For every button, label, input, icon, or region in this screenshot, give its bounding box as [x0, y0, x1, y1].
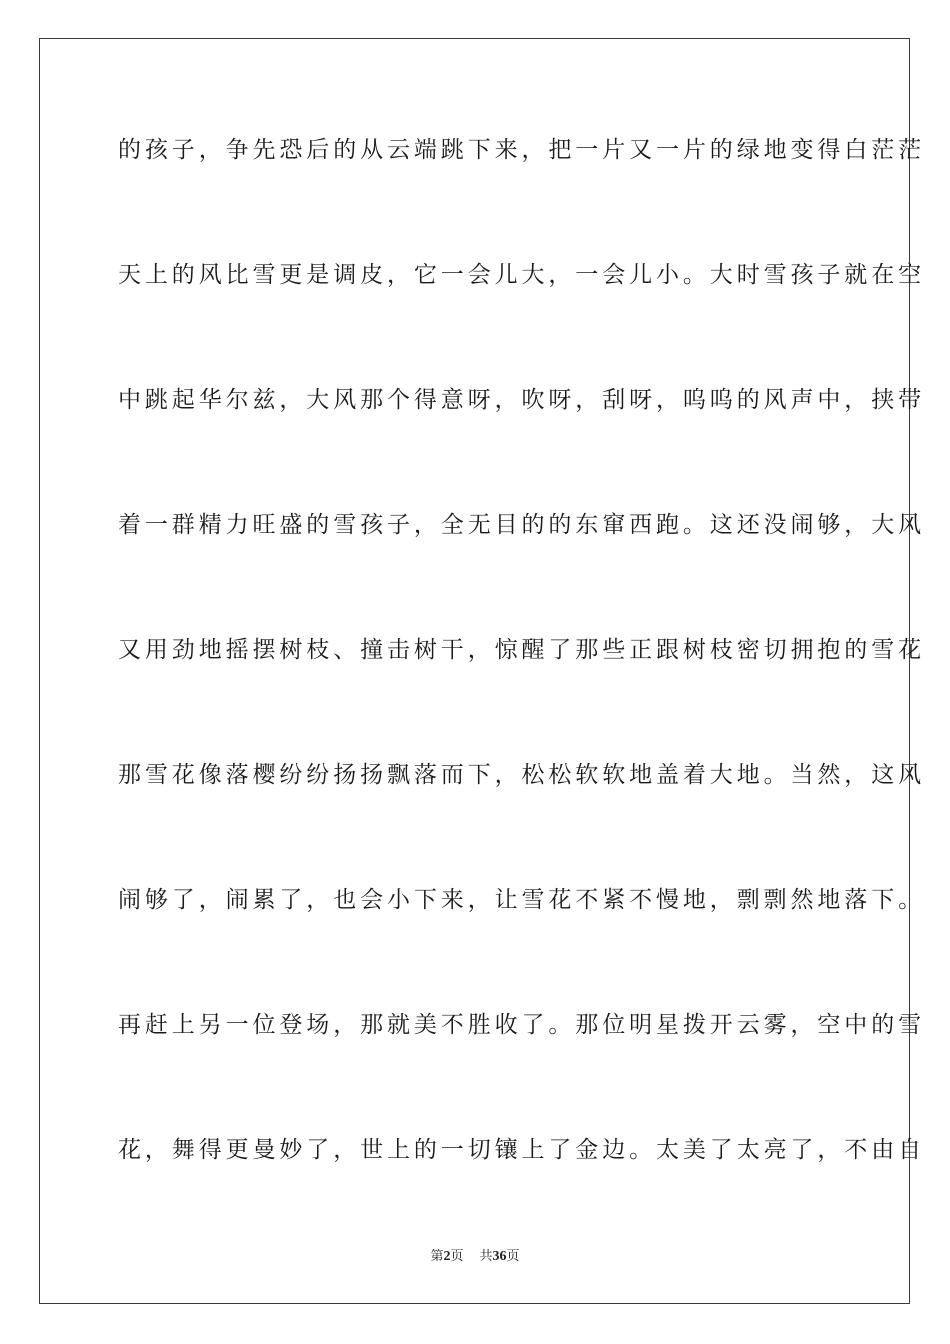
text-line: 那雪花像落樱纷纷扬扬飘落而下，松松软软地盖着大地。当然，这风 [118, 762, 925, 788]
page-footer [0, 1247, 950, 1267]
text-line: 花，舞得更曼妙了，世上的一切镶上了金边。太美了太亮了，不由自 [118, 1137, 925, 1163]
text-line: 着一群精力旺盛的雪孩子，全无目的的东窜西跑。这还没闹够，大风 [118, 512, 925, 538]
text-line: 中跳起华尔兹，大风那个得意呀，吹呀，刮呀，呜呜的风声中，挟带 [118, 387, 925, 413]
page-suffix: 页 [450, 1249, 464, 1264]
text-line: 再赶上另一位登场，那就美不胜收了。那位明星拨开云雾，空中的雪 [118, 1012, 925, 1038]
current-page-number: 2 [443, 1249, 451, 1264]
text-line: 天上的风比雪更是调皮，它一会儿大，一会儿小。大时雪孩子就在空 [118, 262, 925, 288]
page-prefix: 第 [430, 1249, 444, 1264]
total-prefix: 共 [479, 1249, 493, 1264]
text-line: 的孩子，争先恐后的从云端跳下来，把一片又一片的绿地变得白茫茫 [118, 137, 925, 163]
total-pages-number: 36 [492, 1249, 507, 1264]
text-line: 又用劲地摇摆树枝、撞击树干，惊醒了那些正跟树枝密切拥抱的雪花 [118, 637, 925, 663]
text-line: 闹够了，闹累了，也会小下来，让雪花不紧不慢地，剽剽然地落下。 [118, 887, 925, 913]
total-suffix: 页 [506, 1249, 520, 1264]
